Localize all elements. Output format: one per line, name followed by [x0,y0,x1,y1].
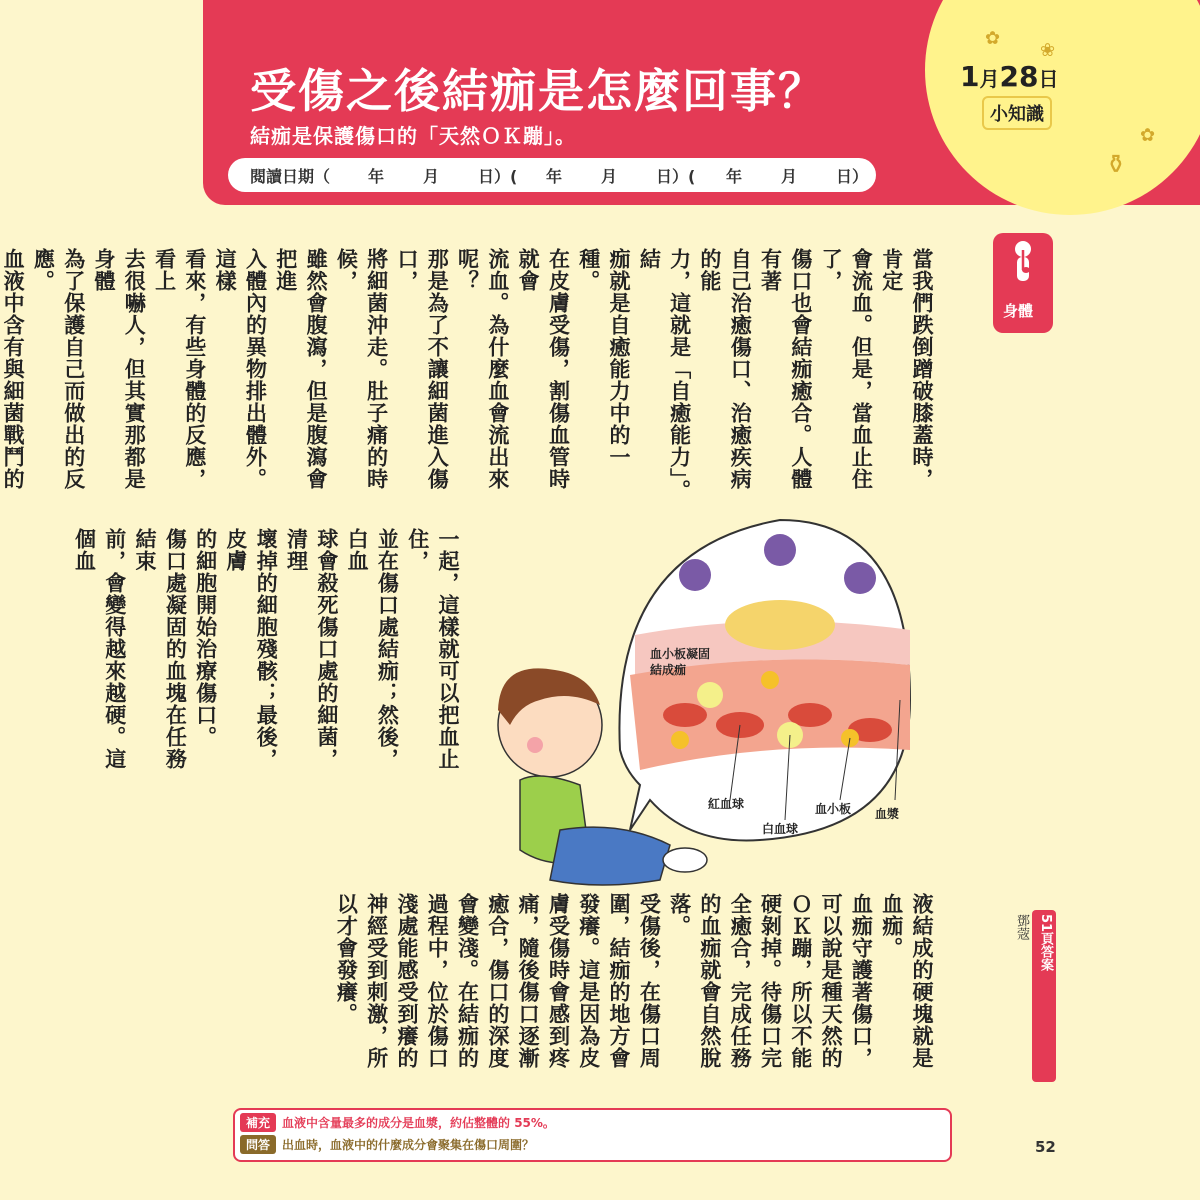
date-year-3: 年 [726,167,743,186]
body-text-column: 在皮膚受傷，割傷血管時就會 [516,248,571,490]
label-scab-1: 血小板凝固 [650,647,711,661]
date-day-3: 日） [836,167,869,186]
article-body-bottom [331,893,937,1093]
flower-icon: ❀ [1040,40,1056,61]
bottom-text-column: 圍，結痂的地方會 [607,893,632,1069]
category-label: 身體 [1003,302,1034,320]
badge-tag: 小知識 [982,96,1052,130]
bottom-text-column: 的血痂就會自然脫 [697,893,722,1069]
middle-text-column: 一起，這樣就可以把血止住， [405,528,460,770]
page-number: 52 [1035,1138,1056,1156]
bottom-text-column: 發癢。這是因為皮 [576,893,601,1069]
middle-text-column: 球會殺死傷口處的細菌，清理 [284,528,339,770]
body-text-column: 去很嚇人，但其實那都是身體 [91,248,147,490]
article-body-middle [69,528,463,788]
bottom-text-column: 癒合，傷口的深度 [485,893,510,1069]
badge-month: 1 [960,60,980,93]
date-label: 閱讀日期（ [250,167,331,186]
page-subtitle: 結痂是保護傷口的「天然ＯＫ蹦」。 [250,124,576,148]
label-white-blood-cell: 白血球 [762,822,799,836]
bottom-text-column: 會變淺。在結痂的 [455,893,480,1069]
flower-icon: ✿ [1140,125,1156,146]
bottom-text-column: 痛，隨後傷口逐漸 [516,893,541,1069]
middle-text-column: 傷口處凝固的血塊在任務結束 [133,528,188,770]
body-text-column: 雖然會腹瀉，但是腹瀉會把進 [273,248,329,490]
body-text-column: 痂就是自癒能力中的一種。 [576,248,632,468]
body-text-column: 流血。為什麼血會流出來呢？ [455,248,510,490]
flower-icon: ✿ [985,28,1001,49]
quiz-tag: 問答 [240,1135,276,1154]
bottom-text-column: 液結成的硬塊就是 [910,893,934,1069]
date-month-2: 月 [601,167,618,186]
bottom-text-column: 落。 [667,893,692,937]
middle-text-column: 並在傷口處結痂；然後，白血 [345,528,400,770]
body-text-column: 血液中含有與細菌戰鬥的 [1,248,26,490]
answer-label: 51頁答案 [1038,914,1053,972]
bottom-text-column: 血痂。 [879,893,904,959]
badge-day: 28 [999,60,1039,93]
body-text-column: 當我們跌倒蹭破膝蓋時，肯定 [879,248,934,490]
label-red-blood-cell: 紅血球 [708,797,745,811]
body-text-column: 為了保護自己而做出的反應。 [31,248,86,490]
badge-date [960,60,1058,93]
badge-day-unit: 日 [1038,67,1059,91]
supplement-text: 血液中含量最多的成分是血漿，約佔整體的 55%。 [282,1116,555,1130]
body-text-column: 入體內的異物排出體外。這樣 [213,248,268,490]
body-text-column: 會流血。但是，當血止住了， [819,248,874,490]
body-text-column: 力，這就是「自癒能力」。結 [637,248,692,502]
middle-text-column: 的細胞開始治療傷口。 [193,528,218,748]
body-text-column: 傷口也會結痂癒合。人體有著 [758,248,813,490]
quiz-text: 出血時，血液中的什麼成分會聚集在傷口周圍？ [282,1138,535,1152]
middle-text-column: 壞掉的細胞殘骸；最後，皮膚 [223,528,279,770]
reading-date-bar [228,158,876,192]
badge-month-unit: 月 [979,67,1000,91]
body-text-column: 那是為了不讓細菌進入傷口， [394,248,450,490]
date-year-1: 年 [368,167,385,186]
date-day-2: 日）( [656,167,696,186]
supplement-tag: 補充 [240,1113,276,1132]
body-text-column: 看來，有些身體的反應，看上 [152,248,207,490]
date-month-3: 月 [781,167,798,186]
body-text-column: 將細菌沖走。肚子痛的時候， [334,248,389,490]
supplement-row [240,1113,555,1132]
bottom-text-column: 神經受到刺激，所 [364,893,389,1069]
label-platelet: 血小板 [815,802,852,816]
bottom-text-column: 血痂守護著傷口， [849,893,874,1069]
bottom-text-column: 過程中，位於傷口 [425,893,450,1069]
date-month-1: 月 [423,167,440,186]
bottle-icon: ⚱ [1105,150,1127,180]
body-icon [1008,240,1038,286]
bottom-text-column: 硬剝掉。待傷口完 [758,893,783,1069]
label-plasma: 血漿 [875,807,900,821]
date-day-1: 日）( [478,167,518,186]
middle-text-column: 前，會變得越來越硬。這個血 [72,528,127,770]
quiz-row [240,1135,534,1154]
bottom-text-column: 以才會發癢。 [334,893,359,1025]
page-title: 受傷之後結痂是怎麼回事？ [250,64,826,118]
bottom-text-column: 可以說是種天然的 [819,893,844,1069]
answer-value: 鄧蔲 [1014,914,1029,940]
label-scab-2: 結成痂 [650,663,687,677]
wound-illustration [440,500,920,900]
article-body-top [0,248,937,508]
body-text-column: 自己治癒傷口、治癒疾病的能 [697,248,753,490]
bottom-text-column: 淺處能感受到癢的 [394,893,419,1069]
bottom-text-column: 膚受傷時會感到疼 [546,893,571,1069]
bottom-text-column: ＯＫ蹦，所以不能 [788,893,813,1069]
date-year-2: 年 [546,167,563,186]
bottom-text-column: 全癒合，完成任務 [728,893,753,1069]
bottom-text-column: 受傷後，在傷口周 [637,893,662,1069]
